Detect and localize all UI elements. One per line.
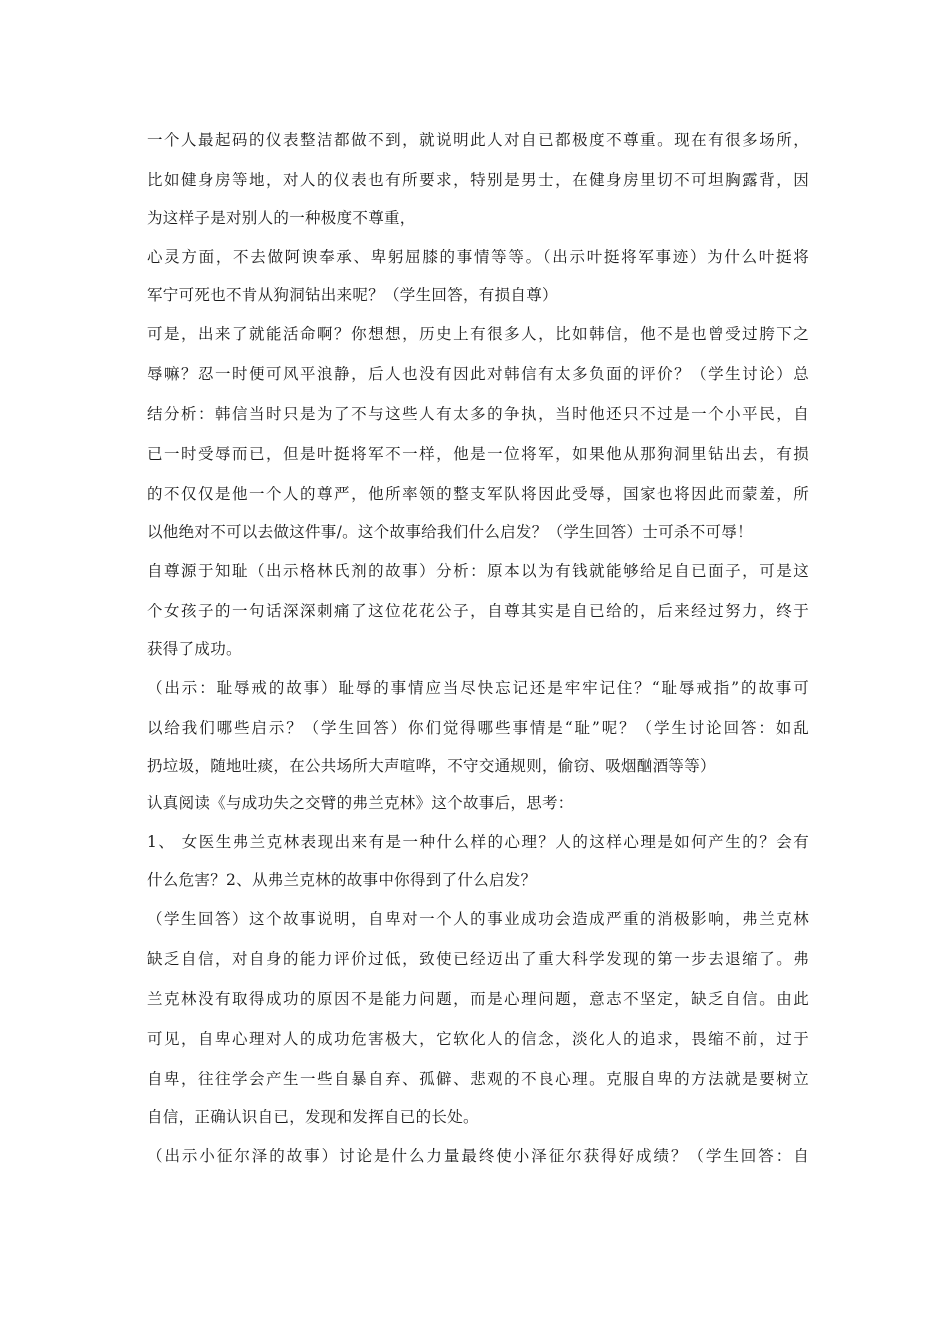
paragraph-questions — [147, 822, 809, 899]
text-line: 已一时受辱而已，但是叶挺将军不一样，他是一位将军，如果他从那狗洞里钻出去，有损 — [147, 445, 809, 463]
text-line: 军宁可死也不肯从狗洞钻出来呢？（学生回答，有损自尊） — [147, 286, 558, 304]
text-line: 结分析：韩信当时只是为了不与这些人有太多的争执，当时他还只不过是一个小平民，自 — [147, 405, 809, 423]
paragraph-franklin-analysis — [147, 899, 809, 1136]
text-line: 辱嘛？忍一时便可风平浪静，后人也没有因此对韩信有太多负面的评价？（学生讨论）总 — [147, 365, 809, 383]
paragraph-ye-ting — [147, 237, 809, 314]
document-body — [147, 120, 809, 1176]
text-line: 以给我们哪些启示？（学生回答）你们觉得哪些事情是“耻”呢？（学生讨论回答：如乱 — [147, 719, 809, 737]
text-line: 一个人最起码的仪表整洁都做不到，就说明此人对自已都极度不尊重。现在有很多场所， — [147, 131, 809, 149]
text-line: 什么危害？2、从弗兰克林的故事中你得到了什么启发？ — [147, 871, 537, 889]
paragraph-reading-task — [147, 785, 809, 822]
text-line: 1、 女医生弗兰克林表现出来有是一种什么样的心理？人的这样心理是如何产生的？会有 — [147, 833, 809, 851]
text-line: 认真阅读《与成功失之交臂的弗兰克林》这个故事后，思考： — [147, 794, 574, 812]
paragraph-appearance — [147, 120, 809, 237]
text-line: （学生回答）这个故事说明，自卑对一个人的事业成功会造成严重的消极影响，弗兰克林 — [147, 910, 809, 928]
text-line: 自信，正确认识自已，发现和发挥自已的长处。 — [147, 1108, 479, 1126]
text-line: 可见，自卑心理对人的成功危害极大，它软化人的信念，淡化人的追求，畏缩不前，过于 — [147, 1030, 809, 1048]
text-line: 比如健身房等地，对人的仪表也有所要求，特别是男士，在健身房里切不可坦胸露背，因 — [147, 171, 809, 189]
text-line: 自尊源于知耻（出示格林氏剂的故事）分析：原本以为有钱就能够给足自已面子，可是这 — [147, 562, 809, 580]
text-line: 可是，出来了就能活命啊？你想想，历史上有很多人，比如韩信，他不是也曾受过胯下之 — [147, 325, 809, 343]
paragraph-shame-ring — [147, 668, 809, 785]
text-line: （出示：耻辱戒的故事）耻辱的事情应当尽快忘记还是牢牢记住？“耻辱戒指”的故事可 — [147, 679, 809, 697]
text-line: 自卑，往往学会产生一些自暴自弃、孤僻、悲观的不良心理。克服自卑的方法就是要树立 — [147, 1070, 809, 1088]
text-line: （出示小征尔泽的故事）讨论是什么力量最终使小泽征尔获得好成绩？（学生回答：自 — [147, 1147, 809, 1165]
text-line: 个女孩子的一句话深深刺痛了这位花花公子，自尊其实是自已给的，后来经过努力，终于 — [147, 602, 809, 620]
text-line: 兰克林没有取得成功的原因不是能力问题，而是心理问题，意志不坚定，缺乏自信。由此 — [147, 990, 809, 1008]
text-line: 以他绝对不可以去做这件事/。这个故事给我们什么启发？（学生回答）士可杀不可辱！ — [147, 523, 753, 541]
text-line: 缺乏自信，对自身的能力评价过低，致使已经迈出了重大科学发现的第一步去退缩了。弗 — [147, 950, 809, 968]
text-line: 的不仅仅是他一个人的尊严，他所率领的整支军队将因此受辱，国家也将因此而蒙羞，所 — [147, 485, 809, 503]
text-line: 获得了成功。 — [147, 640, 242, 658]
text-line: 扔垃圾，随地吐痰，在公共场所大声喧哗，不守交通规则，偷窃、吸烟酗酒等等） — [147, 757, 716, 775]
paragraph-ozawa — [147, 1136, 809, 1176]
paragraph-self-respect — [147, 551, 809, 668]
text-line: 为这样子是对别人的一种极度不尊重， — [147, 209, 416, 227]
text-line: 心灵方面，不去做阿谀奉承、卑躬屈膝的事情等等。（出示叶挺将军事迹）为什么叶挺将 — [147, 248, 809, 266]
paragraph-han-xin — [147, 314, 809, 551]
